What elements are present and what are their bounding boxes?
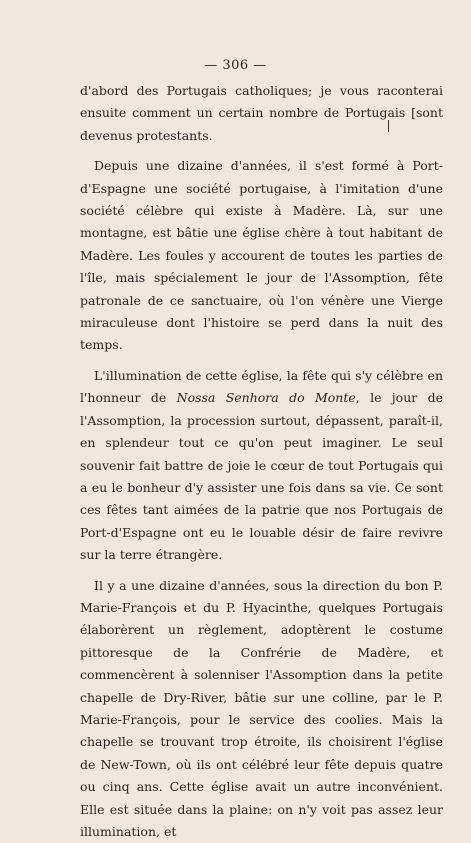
paragraph-2: Depuis une dizaine d'années, il s'est formé à Port-d'Espagne une société portugaise, à l'imitation d'une société célèbre qui existe à Madère. Là, sur une montagne, est bâtie une église chère à tout habitant de Madère. Les foules y accourent de toutes les parties de l'île, mais spécialement le jour de l'Assomption, fête patronale de ce sanctuaire, où l'on vénère une Vierge miraculeuse dont l'histoire se perd dans la nuit des temps. xyxy=(80,158,443,353)
paragraph-3 xyxy=(80,365,443,567)
body-text xyxy=(80,80,443,843)
page-number: — 306 — xyxy=(204,58,267,73)
paragraph-4: Il y a une dizaine d'années, sous la direction du bon P. Marie-François et du P. Hyacinthe, quelques Portugais élaborèrent un règlement, adoptèrent le costume pittoresque de la Confrérie de Madère, et commencèrent à solenniser l'Assomption dans la petite chapelle de Dry-River, bâtie sur une colline, par le P. Marie-François, pour le service des coolies. Mais la chapelle se trouvant trop étroite, ils choisirent l'église de New-Town, où ils ont célébré leur fête depuis quatre ou cinq ans. Cette église avait un autre inconvénient. Elle est située dans la plaine: on n'y voit pas assez leur illumination, et xyxy=(80,577,443,839)
paragraph-1: d'abord des Portugais catholiques; je vous raconterai ensuite comment un certain nombre de Portugais [sont devenus protestants. xyxy=(80,83,443,143)
paragraph-3-start: L'illumination de cette église, la fête qui s'y célèbre en l'honneur de xyxy=(80,367,443,406)
paragraph-3-end: , le jour de l'Assomption, la procession surtout, dépassent, paraît-il, en splendeur tout ce qu'on peut imaginer. Le seul souvenir fait battre de joie le cœur de tout Portugais qui a eu le bonheur d'y assister une fois dans sa vie. Ce sont ces fêtes tant aimées de la patrie que nos Portugais de Port-d'Espagne ont eu le louable désir de faire revivre sur la terre étrangère. xyxy=(80,390,443,563)
church-name: Nossa Senhora do Monte xyxy=(176,390,356,406)
